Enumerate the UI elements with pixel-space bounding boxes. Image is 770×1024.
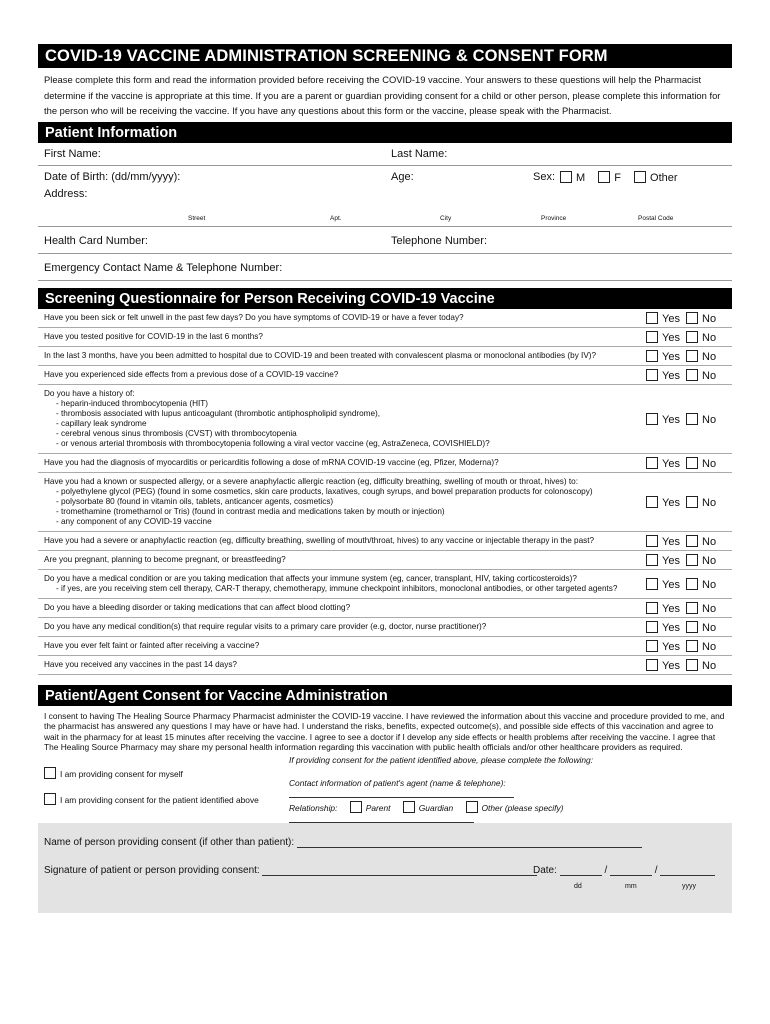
- mm-label: mm: [625, 882, 637, 890]
- health-card-field[interactable]: Health Card Number:: [44, 234, 148, 247]
- screening-questions: [38, 309, 732, 675]
- no-option: [686, 535, 726, 547]
- question-main: Do you have a medical condition or are you taking medication that affects your immune system (eg, cancer, transplant, HIV, taking corticosteroids)?: [44, 573, 577, 583]
- question-text: [38, 309, 650, 327]
- yes-checkbox[interactable]: [646, 457, 658, 469]
- question-row: [38, 328, 732, 347]
- yes-no-options: [646, 496, 726, 508]
- question-text: [38, 347, 650, 365]
- no-option: [686, 621, 726, 633]
- yes-no-options: [646, 312, 726, 324]
- question-main: In the last 3 months, have you been admitted to hospital due to COVID-19 and been treated with convalescent plasma or monoclonal antibodies (by IV)?: [44, 350, 597, 360]
- consent-form: [38, 44, 732, 913]
- question-row: [38, 454, 732, 473]
- last-name-field[interactable]: Last Name:: [391, 147, 448, 160]
- question-main: Have you had the diagnosis of myocarditis or pericarditis following a dose of mRNA COVID-19 vaccine (eg, Pfizer, Moderna)?: [44, 457, 499, 467]
- province-label: Province: [541, 214, 567, 222]
- yes-label: Yes: [662, 621, 680, 634]
- question-sub-item: - polyethylene glycol (PEG) (found in some cosmetics, skin care products, laxatives, cough syrups, and bowel preparation products for colonoscopy): [56, 486, 593, 496]
- yes-option: [646, 312, 686, 324]
- yes-no-options: [646, 659, 726, 671]
- question-text: [38, 618, 650, 636]
- question-row: [38, 637, 732, 656]
- question-main: Do you have any medical condition(s) that require regular visits to a primary care provider (e.g, doctor, nurse practitioner)?: [44, 621, 487, 631]
- question-sub-item: - capillary leak syndrome: [56, 418, 147, 428]
- parent-checkbox[interactable]: [350, 801, 362, 813]
- question-main: Do you have a history of:: [44, 388, 135, 398]
- no-label: No: [702, 457, 717, 470]
- question-text: [38, 656, 650, 674]
- health-row: [38, 227, 732, 254]
- no-label: No: [702, 578, 717, 591]
- agent-contact-input[interactable]: [289, 797, 514, 798]
- question-sub-item: - if yes, are you receiving stem cell therapy, CAR-T therapy, chemotherapy, immune checkpoint inhibitors, monoclonal antibodies, or other targeted agents?: [56, 583, 618, 593]
- address-row: [38, 188, 732, 227]
- yes-no-options: [646, 350, 726, 362]
- question-main: Have you received any vaccines in the past 14 days?: [44, 659, 237, 669]
- yes-no-options: [646, 369, 726, 381]
- intro-text: Please complete this form and read the information provided before receiving the COVID-19 vaccine. Your answers to these questions will help the Pharmacist determine if the vaccine is appropriate at this time. If you are a parent or guardian providing consent for a child or other person, please complete this information for the person who will be receiving the vaccine. If you have any questions about this form or the vaccine, please speak with the Pharmacist.: [44, 74, 721, 116]
- yes-option: [646, 621, 686, 633]
- yes-no-options: [646, 621, 726, 633]
- no-checkbox[interactable]: [686, 350, 698, 362]
- question-text: [38, 366, 650, 384]
- yes-no-options: [646, 535, 726, 547]
- name-row: [38, 143, 732, 166]
- yes-option: [646, 369, 686, 381]
- dob-row: [38, 166, 732, 188]
- consent-options: [38, 753, 732, 817]
- city-label: City: [440, 214, 452, 222]
- question-sub-item: - thrombosis associated with lupus anticoagulant (thrombotic antiphospholipid syndrome),: [56, 408, 381, 418]
- dd-label: dd: [574, 882, 582, 890]
- no-option: [686, 350, 726, 362]
- question-row: [38, 385, 732, 454]
- no-option: [686, 640, 726, 652]
- no-label: No: [702, 621, 717, 634]
- yes-no-options: [646, 640, 726, 652]
- yes-no-options: [646, 457, 726, 469]
- consent-name-row: Name of person providing consent (if other than patient):: [44, 837, 642, 848]
- yes-checkbox[interactable]: [646, 621, 658, 633]
- yes-checkbox[interactable]: [646, 578, 658, 590]
- yes-option: [646, 578, 686, 590]
- sex-options: M F Other: [560, 171, 678, 184]
- yes-option: [646, 640, 686, 652]
- question-text: [38, 570, 650, 598]
- question-row: [38, 599, 732, 618]
- signature-input[interactable]: [262, 875, 537, 876]
- sex-m-checkbox[interactable]: [560, 171, 572, 183]
- consent-myself-checkbox[interactable]: [44, 767, 56, 779]
- yes-label: Yes: [662, 578, 680, 591]
- no-option: [686, 312, 726, 324]
- no-option: [686, 602, 726, 614]
- question-row: [38, 347, 732, 366]
- question-row: [38, 551, 732, 570]
- postal-label: Postal Code: [638, 214, 674, 222]
- emergency-row: [38, 254, 732, 281]
- yes-checkbox[interactable]: [646, 496, 658, 508]
- no-checkbox[interactable]: [686, 413, 698, 425]
- no-label: No: [702, 535, 717, 548]
- no-checkbox[interactable]: [686, 659, 698, 671]
- yes-no-options: [646, 554, 726, 566]
- no-checkbox[interactable]: [686, 369, 698, 381]
- no-option: [686, 457, 726, 469]
- question-main: Do you have a bleeding disorder or taking medications that can affect blood clotting?: [44, 602, 351, 612]
- yes-option: [646, 659, 686, 671]
- no-option: [686, 554, 726, 566]
- no-label: No: [702, 413, 717, 426]
- question-text: [38, 385, 650, 453]
- yes-label: Yes: [662, 413, 680, 426]
- no-checkbox[interactable]: [686, 496, 698, 508]
- question-text: [38, 328, 650, 346]
- sex-other-checkbox[interactable]: [634, 171, 646, 183]
- question-sub-item: - polysorbate 80 (found in vitamin oils, tablets, anticancer agents, cosmetics): [56, 496, 334, 506]
- question-sub-item: - tromethamine (trometharnol or Tris) (found in contrast media and medications taken by mouth or injection): [56, 506, 445, 516]
- no-checkbox[interactable]: [686, 640, 698, 652]
- no-option: [686, 496, 726, 508]
- no-option: [686, 659, 726, 671]
- sex-f-checkbox[interactable]: [598, 171, 610, 183]
- no-option: [686, 369, 726, 381]
- question-sub-item: - any component of any COVID-19 vaccine: [56, 516, 212, 526]
- no-label: No: [702, 659, 717, 672]
- consent-myself-option: I am providing consent for myself: [44, 767, 183, 779]
- no-label: No: [702, 640, 717, 653]
- dob-field[interactable]: Date of Birth: (dd/mm/yyyy):: [44, 170, 181, 183]
- yes-label: Yes: [662, 659, 680, 672]
- date-mm-input[interactable]: [610, 875, 652, 876]
- question-main: Have you experienced side effects from a previous dose of a COVID-19 vaccine?: [44, 369, 339, 379]
- question-row: [38, 618, 732, 637]
- no-checkbox[interactable]: [686, 312, 698, 324]
- yes-option: [646, 554, 686, 566]
- yes-option: [646, 535, 686, 547]
- question-row: [38, 532, 732, 551]
- yes-label: Yes: [662, 457, 680, 470]
- yes-no-options: [646, 602, 726, 614]
- if-other-instruction: If providing consent for the patient identified above, please complete the following:: [289, 754, 594, 765]
- yes-label: Yes: [662, 640, 680, 653]
- yes-label: Yes: [662, 535, 680, 548]
- no-label: No: [702, 331, 717, 344]
- no-label: No: [702, 350, 717, 363]
- yes-no-options: [646, 331, 726, 343]
- yes-no-options: [646, 413, 726, 425]
- no-label: No: [702, 369, 717, 382]
- yes-checkbox[interactable]: [646, 602, 658, 614]
- consent-name-input[interactable]: [297, 847, 642, 848]
- address-field[interactable]: Address:: [44, 187, 88, 200]
- apt-label: Apt.: [330, 214, 342, 222]
- yes-label: Yes: [662, 312, 680, 325]
- yes-label: Yes: [662, 350, 680, 363]
- no-checkbox[interactable]: [686, 621, 698, 633]
- date-dd-input[interactable]: [560, 875, 602, 876]
- question-sub-item: - cerebral venous sinus thrombosis (CVST) with thrombocytopenia: [56, 428, 297, 438]
- signature-row: Signature of patient or person providing consent:: [44, 865, 537, 876]
- yes-checkbox[interactable]: [646, 640, 658, 652]
- telephone-field[interactable]: Telephone Number:: [391, 234, 488, 247]
- yes-option: [646, 350, 686, 362]
- yes-checkbox[interactable]: [646, 350, 658, 362]
- no-checkbox[interactable]: [686, 535, 698, 547]
- no-checkbox[interactable]: [686, 602, 698, 614]
- yes-option: [646, 496, 686, 508]
- patient-info-heading: Patient Information: [38, 122, 732, 143]
- other-checkbox[interactable]: [466, 801, 478, 813]
- first-name-field[interactable]: First Name:: [44, 147, 101, 160]
- guardian-checkbox[interactable]: [403, 801, 415, 813]
- question-row: [38, 570, 732, 599]
- yes-label: Yes: [662, 554, 680, 567]
- no-label: No: [702, 554, 717, 567]
- yes-checkbox[interactable]: [646, 312, 658, 324]
- question-sub-item: - heparin-induced thrombocytopenia (HIT): [56, 398, 208, 408]
- yyyy-label: yyyy: [682, 882, 696, 890]
- question-text: [38, 551, 650, 569]
- no-option: [686, 413, 726, 425]
- question-text: [38, 454, 650, 472]
- yes-checkbox[interactable]: [646, 413, 658, 425]
- question-main: Have you had a severe or anaphylactic reaction (eg, difficulty breathing, swelling of mouth/throat, hives) to any vaccine or injectable therapy in the past?: [44, 535, 595, 545]
- consent-other-checkbox[interactable]: [44, 793, 56, 805]
- no-option: [686, 578, 726, 590]
- consent-heading: Patient/Agent Consent for Vaccine Administration: [38, 685, 732, 706]
- no-label: No: [702, 602, 717, 615]
- question-main: Have you tested positive for COVID-19 in the last 6 months?: [44, 331, 263, 341]
- form-title: COVID-19 VACCINE ADMINISTRATION SCREENING & CONSENT FORM: [38, 44, 732, 68]
- signature-block: [38, 823, 732, 913]
- no-option: [686, 331, 726, 343]
- yes-label: Yes: [662, 331, 680, 344]
- date-yyyy-input[interactable]: [660, 875, 715, 876]
- age-field[interactable]: Age:: [391, 170, 414, 183]
- consent-other-option: I am providing consent for the patient identified above: [44, 793, 259, 805]
- yes-option: [646, 331, 686, 343]
- yes-label: Yes: [662, 369, 680, 382]
- street-label: Street: [188, 214, 206, 222]
- no-checkbox[interactable]: [686, 554, 698, 566]
- agent-contact-row: Contact information of patient's agent (name & telephone):: [289, 778, 719, 798]
- yes-checkbox[interactable]: [646, 535, 658, 547]
- question-text: [38, 599, 650, 617]
- yes-checkbox[interactable]: [646, 331, 658, 343]
- question-text: [38, 532, 650, 550]
- no-checkbox[interactable]: [686, 331, 698, 343]
- yes-option: [646, 457, 686, 469]
- no-label: No: [702, 496, 717, 509]
- question-main: Have you ever felt faint or fainted after receiving a vaccine?: [44, 640, 260, 650]
- question-text: [38, 473, 650, 531]
- question-row: [38, 366, 732, 385]
- sex-label: Sex:: [533, 170, 556, 183]
- screening-heading: Screening Questionnaire for Person Receiving COVID-19 Vaccine: [38, 288, 732, 309]
- question-row: [38, 473, 732, 532]
- consent-text: I consent to having The Healing Source Pharmacy Pharmacist administer the COVID-19 vaccine. I have reviewed the information about this vaccine and procedure provided to me, and the pharmacist has answered any questions I may have or have had. I understand the risks, benefits, expected outcome(s), and possible side effects of this vaccination and agree to wait in the pharmacy for at least 15 minutes after receiving the vaccine. I agree to see a doctor if I develop any side effects or health problems after receiving the vaccine. I agree that The Healing Source Pharmacy may share my personal health information regarding this vaccination with public health officials and/or other healthcare providers as required.: [44, 710, 725, 752]
- yes-option: [646, 413, 686, 425]
- question-row: [38, 309, 732, 328]
- question-row: [38, 656, 732, 675]
- question-main: Have you been sick or felt unwell in the past few days? Do you have symptoms of COVID-19 or have a fever today?: [44, 312, 464, 322]
- yes-label: Yes: [662, 496, 680, 509]
- relationship-row: Relationship: Parent Guardian Other (please specify): [289, 801, 729, 823]
- yes-checkbox[interactable]: [646, 369, 658, 381]
- yes-option: [646, 602, 686, 614]
- yes-checkbox[interactable]: [646, 554, 658, 566]
- question-main: Are you pregnant, planning to become pregnant, or breastfeeding?: [44, 554, 286, 564]
- no-label: No: [702, 312, 717, 325]
- question-text: [38, 637, 650, 655]
- question-sub-item: - or venous arterial thrombosis with thrombocytopenia following a viral vector vaccine (eg, AstraZeneca, COVISHIELD)?: [56, 438, 490, 448]
- date-row: Date: / /: [533, 865, 715, 876]
- emergency-contact-field[interactable]: Emergency Contact Name & Telephone Number:: [44, 261, 283, 274]
- yes-label: Yes: [662, 602, 680, 615]
- no-checkbox[interactable]: [686, 457, 698, 469]
- no-checkbox[interactable]: [686, 578, 698, 590]
- yes-no-options: [646, 578, 726, 590]
- question-main: Have you had a known or suspected allergy, or a severe anaphylactic allergic reaction (eg, difficulty breathing, swelling of mouth or throat, hives) to:: [44, 476, 578, 486]
- yes-checkbox[interactable]: [646, 659, 658, 671]
